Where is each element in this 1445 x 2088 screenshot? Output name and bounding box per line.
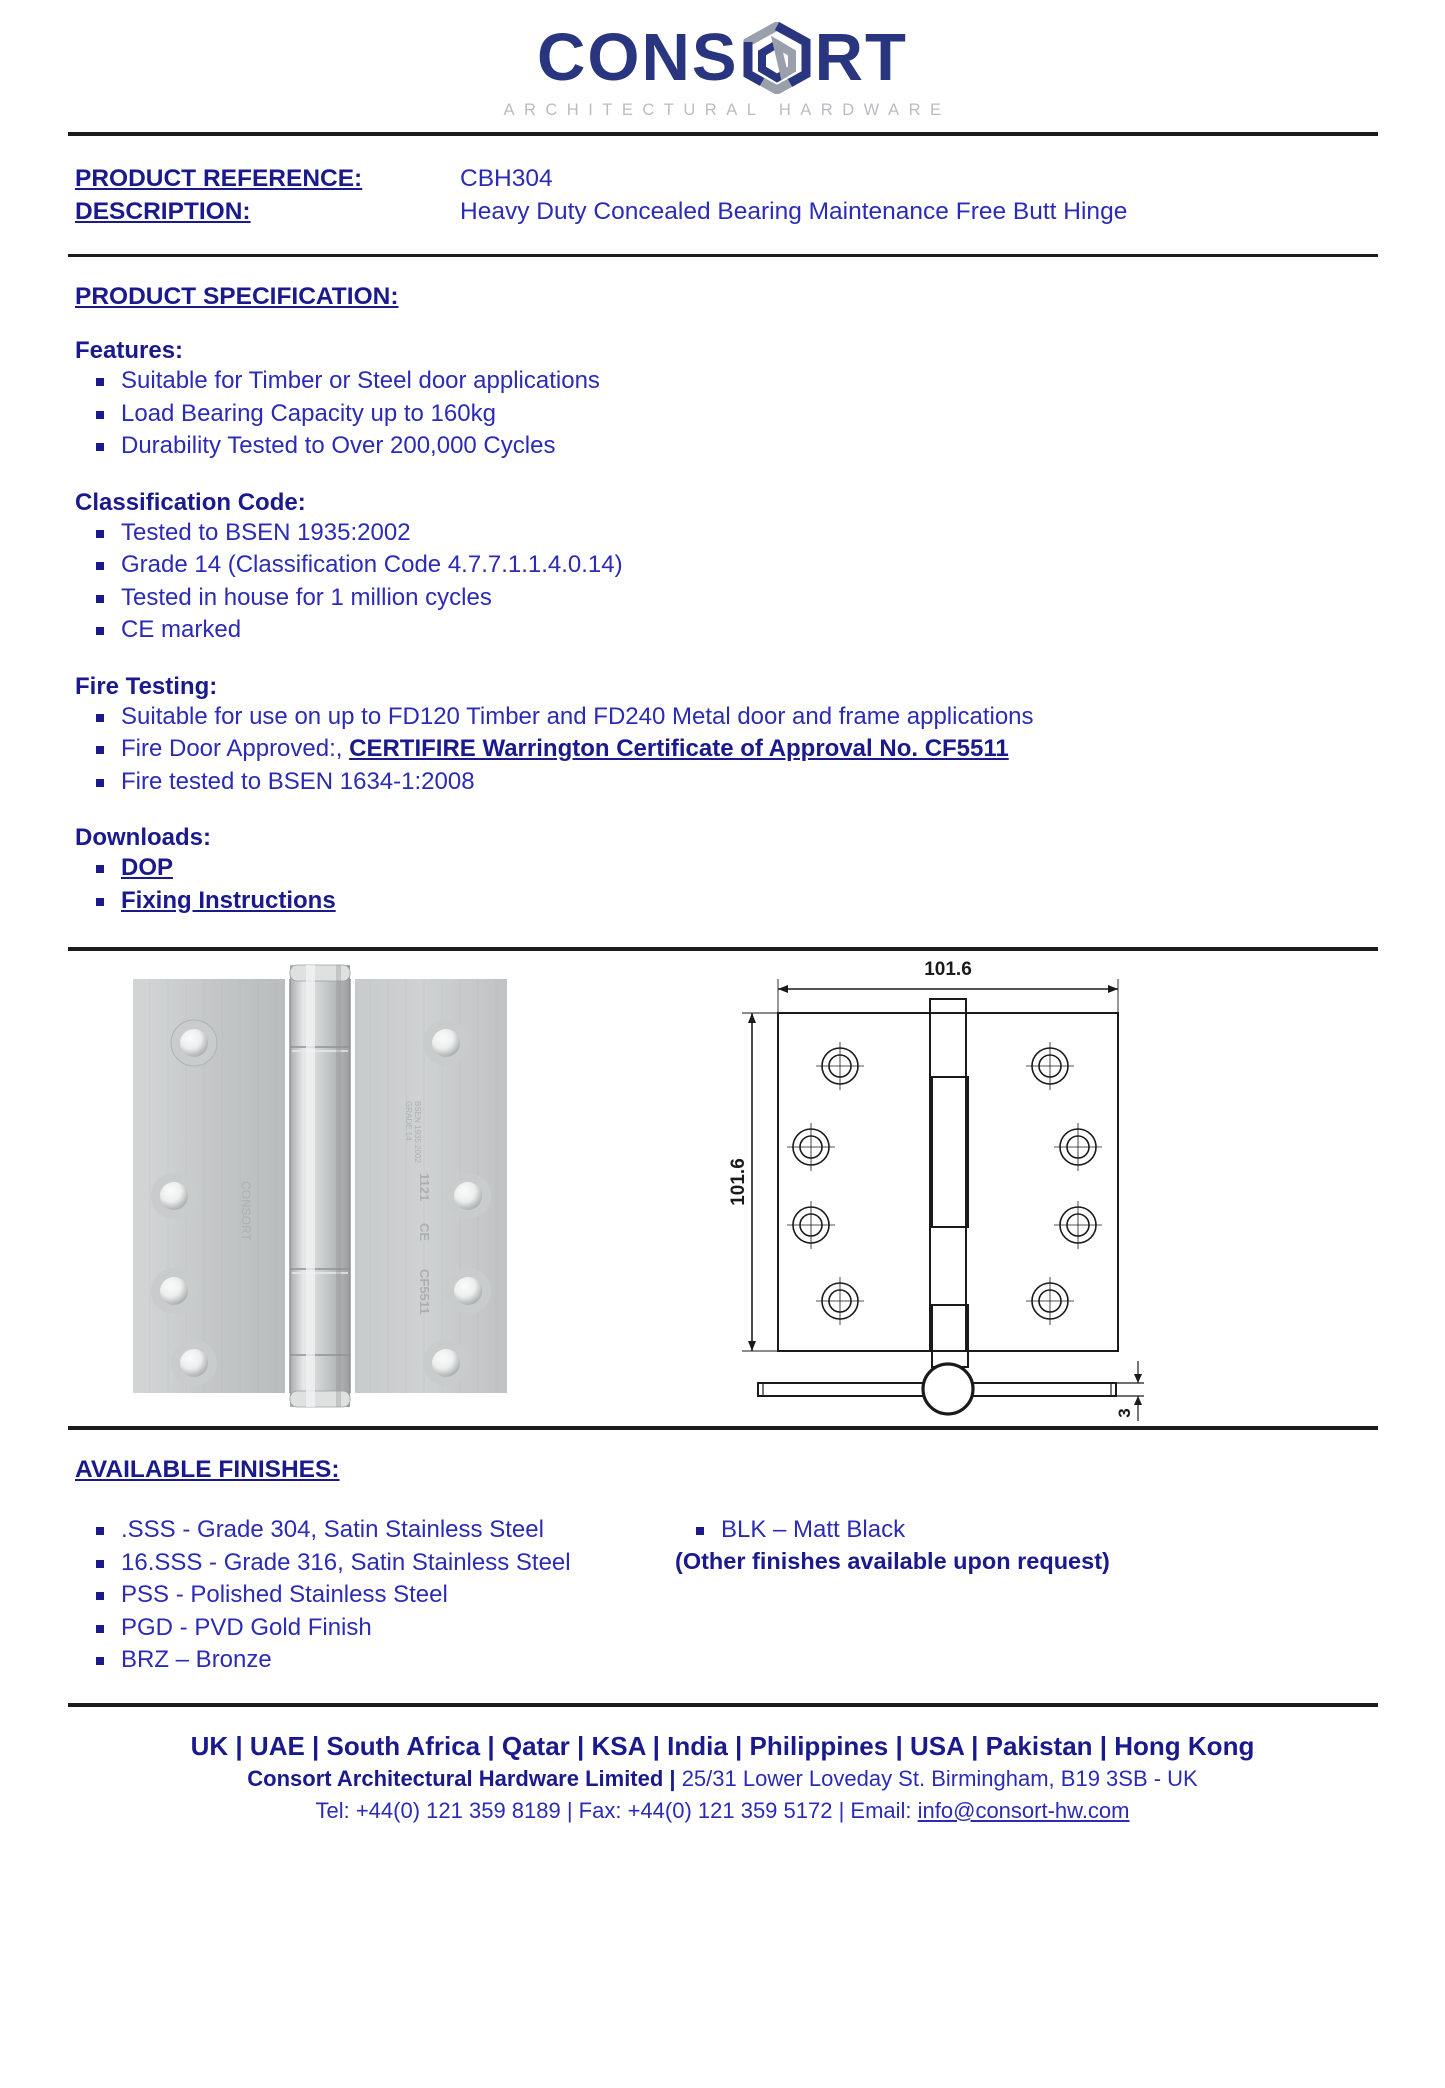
logo-text-right: RT bbox=[814, 20, 908, 95]
fire-testing-heading: Fire Testing: bbox=[75, 672, 218, 700]
bullet-square-icon bbox=[96, 378, 104, 386]
list-item bbox=[75, 582, 1370, 615]
list-item bbox=[75, 430, 1370, 463]
list-item bbox=[75, 549, 1370, 582]
bullet-square-icon bbox=[96, 779, 104, 787]
svg-text:1121: 1121 bbox=[417, 1173, 432, 1202]
list-item-label: Tested in house for 1 million cycles bbox=[121, 583, 492, 611]
dimension-thickness-label: 3 bbox=[1115, 1408, 1134, 1418]
list-item bbox=[75, 885, 1370, 918]
list-item bbox=[75, 1579, 675, 1612]
list-item-label: BLK – Matt Black bbox=[721, 1516, 906, 1544]
description-value: Heavy Duty Concealed Bearing Maintenance Free Butt Hinge bbox=[460, 198, 1128, 226]
bullet-square-icon bbox=[96, 562, 104, 570]
bullet-square-icon bbox=[96, 1657, 104, 1665]
list-item bbox=[675, 1514, 1110, 1547]
product-reference-label: PRODUCT REFERENCE: bbox=[75, 165, 363, 192]
footer-countries: UK | UAE | South Africa | Qatar | KSA | India | Philippines | USA | Pakistan | Hong Kong bbox=[190, 1730, 1255, 1761]
bullet-square-icon bbox=[96, 627, 104, 635]
bullet-square-icon bbox=[96, 898, 104, 906]
bullet-square-icon bbox=[96, 1560, 104, 1568]
footer-address: 25/31 Lower Loveday St. Birmingham, B19 3SB - UK bbox=[675, 1765, 1198, 1791]
list-item-label: .SSS - Grade 304, Satin Stainless Steel bbox=[121, 1516, 544, 1544]
available-finishes-title: AVAILABLE FINISHES: bbox=[75, 1456, 340, 1484]
footer-tel-fax: Tel: +44(0) 121 359 8189 | Fax: +44(0) 121 359 5172 | Email: bbox=[315, 1797, 918, 1823]
list-item-label: Durability Tested to Over 200,000 Cycles bbox=[121, 432, 556, 460]
list-item bbox=[75, 1612, 675, 1645]
downloads-list bbox=[75, 852, 1370, 917]
product-reference-row bbox=[75, 162, 1370, 195]
footer-company-name: Consort Architectural Hardware Limited | bbox=[247, 1765, 676, 1791]
finishes-columns bbox=[75, 1514, 1370, 1677]
list-item bbox=[75, 398, 1370, 431]
certifire-certificate-link[interactable]: CERTIFIRE Warrington Certificate of Approval No. CF5511 bbox=[349, 735, 1009, 763]
list-item bbox=[75, 701, 1370, 734]
bullet-square-icon bbox=[96, 1592, 104, 1600]
bullet-square-icon bbox=[96, 1625, 104, 1633]
description-label: DESCRIPTION: bbox=[75, 198, 251, 226]
logo-text-left: CONS bbox=[537, 20, 739, 95]
svg-text:CE: CE bbox=[417, 1223, 432, 1242]
svg-text:BSEN 1935:2002: BSEN 1935:2002 bbox=[413, 1101, 422, 1163]
list-item bbox=[75, 852, 1370, 885]
list-item bbox=[75, 1514, 675, 1547]
list-item bbox=[75, 1547, 675, 1580]
classification-code-heading: Classification Code: bbox=[75, 488, 306, 516]
bullet-square-icon bbox=[96, 411, 104, 419]
svg-text:CF5511: CF5511 bbox=[417, 1269, 432, 1315]
footer-contact bbox=[0, 1795, 1445, 1827]
list-item-label: Load Bearing Capacity up to 160kg bbox=[121, 399, 496, 427]
list-item-fire-approved bbox=[75, 733, 1370, 766]
bullet-square-icon bbox=[96, 595, 104, 603]
downloads-heading: Downloads: bbox=[75, 824, 211, 852]
logo-wordmark bbox=[537, 22, 908, 94]
list-item-label: CE marked bbox=[121, 616, 242, 644]
bullet-square-icon bbox=[96, 443, 104, 451]
list-item-label: Suitable for use on up to FD120 Timber and FD240 Metal door and frame applications bbox=[121, 702, 1034, 730]
list-item-label: Grade 14 (Classification Code 4.7.7.1.1.4.0.14) bbox=[121, 551, 623, 579]
footer-email-link[interactable]: info@consort-hw.com bbox=[917, 1797, 1130, 1823]
product-reference-value: CBH304 bbox=[460, 165, 553, 192]
bullet-square-icon bbox=[96, 530, 104, 538]
finishes-list-left bbox=[75, 1514, 675, 1677]
svg-text:CONSORT: CONSORT bbox=[239, 1181, 253, 1241]
other-finishes-note: (Other finishes available upon request) bbox=[675, 1547, 1110, 1574]
list-item-label: Suitable for Timber or Steel door applications bbox=[121, 367, 600, 395]
bullet-square-icon bbox=[96, 865, 104, 873]
list-item bbox=[75, 614, 1370, 647]
hexagon-logo-icon bbox=[740, 22, 814, 94]
bullet-square-icon bbox=[96, 746, 104, 754]
list-item bbox=[75, 517, 1370, 550]
dimension-height-label: 101.6 bbox=[728, 1158, 749, 1206]
figures-band bbox=[0, 951, 1445, 1426]
finishes-left-column bbox=[75, 1514, 675, 1677]
download-link-fixing-instructions[interactable]: Fixing Instructions bbox=[121, 886, 336, 914]
svg-text:GRADE 14: GRADE 14 bbox=[404, 1101, 413, 1141]
company-logo bbox=[0, 0, 1445, 120]
fire-testing-list bbox=[75, 701, 1370, 799]
download-link-dop[interactable]: DOP bbox=[121, 854, 174, 882]
description-row bbox=[75, 195, 1370, 228]
logo-tagline: ARCHITECTURAL HARDWARE bbox=[503, 101, 951, 119]
bullet-square-icon bbox=[96, 714, 104, 722]
product-specification-title: PRODUCT SPECIFICATION: bbox=[75, 283, 399, 311]
bullet-square-icon bbox=[96, 1527, 104, 1535]
list-item-label: 16.SSS - Grade 316, Satin Stainless Steel bbox=[121, 1548, 571, 1576]
list-item-label: Fire tested to BSEN 1634-1:2008 bbox=[121, 767, 475, 795]
features-list bbox=[75, 365, 1370, 463]
finishes-right-column bbox=[675, 1514, 1110, 1677]
list-item-label: PSS - Polished Stainless Steel bbox=[121, 1581, 448, 1609]
classification-code-list bbox=[75, 517, 1370, 647]
hinge-technical-drawing bbox=[720, 951, 1150, 1426]
list-item-label: PGD - PVD Gold Finish bbox=[121, 1613, 372, 1641]
dimension-width-label: 101.6 bbox=[924, 959, 972, 981]
list-item-label: Tested to BSEN 1935:2002 bbox=[121, 518, 411, 546]
footer-company-address bbox=[0, 1763, 1445, 1795]
list-item bbox=[75, 365, 1370, 398]
page-footer bbox=[0, 1707, 1445, 1827]
features-heading: Features: bbox=[75, 337, 184, 365]
list-item bbox=[75, 1644, 675, 1677]
bullet-square-icon bbox=[696, 1527, 704, 1535]
list-item bbox=[75, 766, 1370, 799]
fire-approved-prefix: Fire Door Approved:, bbox=[121, 735, 350, 763]
hinge-photograph bbox=[120, 951, 520, 1426]
list-item-label: BRZ – Bronze bbox=[121, 1646, 272, 1674]
finishes-list-right bbox=[675, 1514, 1110, 1547]
